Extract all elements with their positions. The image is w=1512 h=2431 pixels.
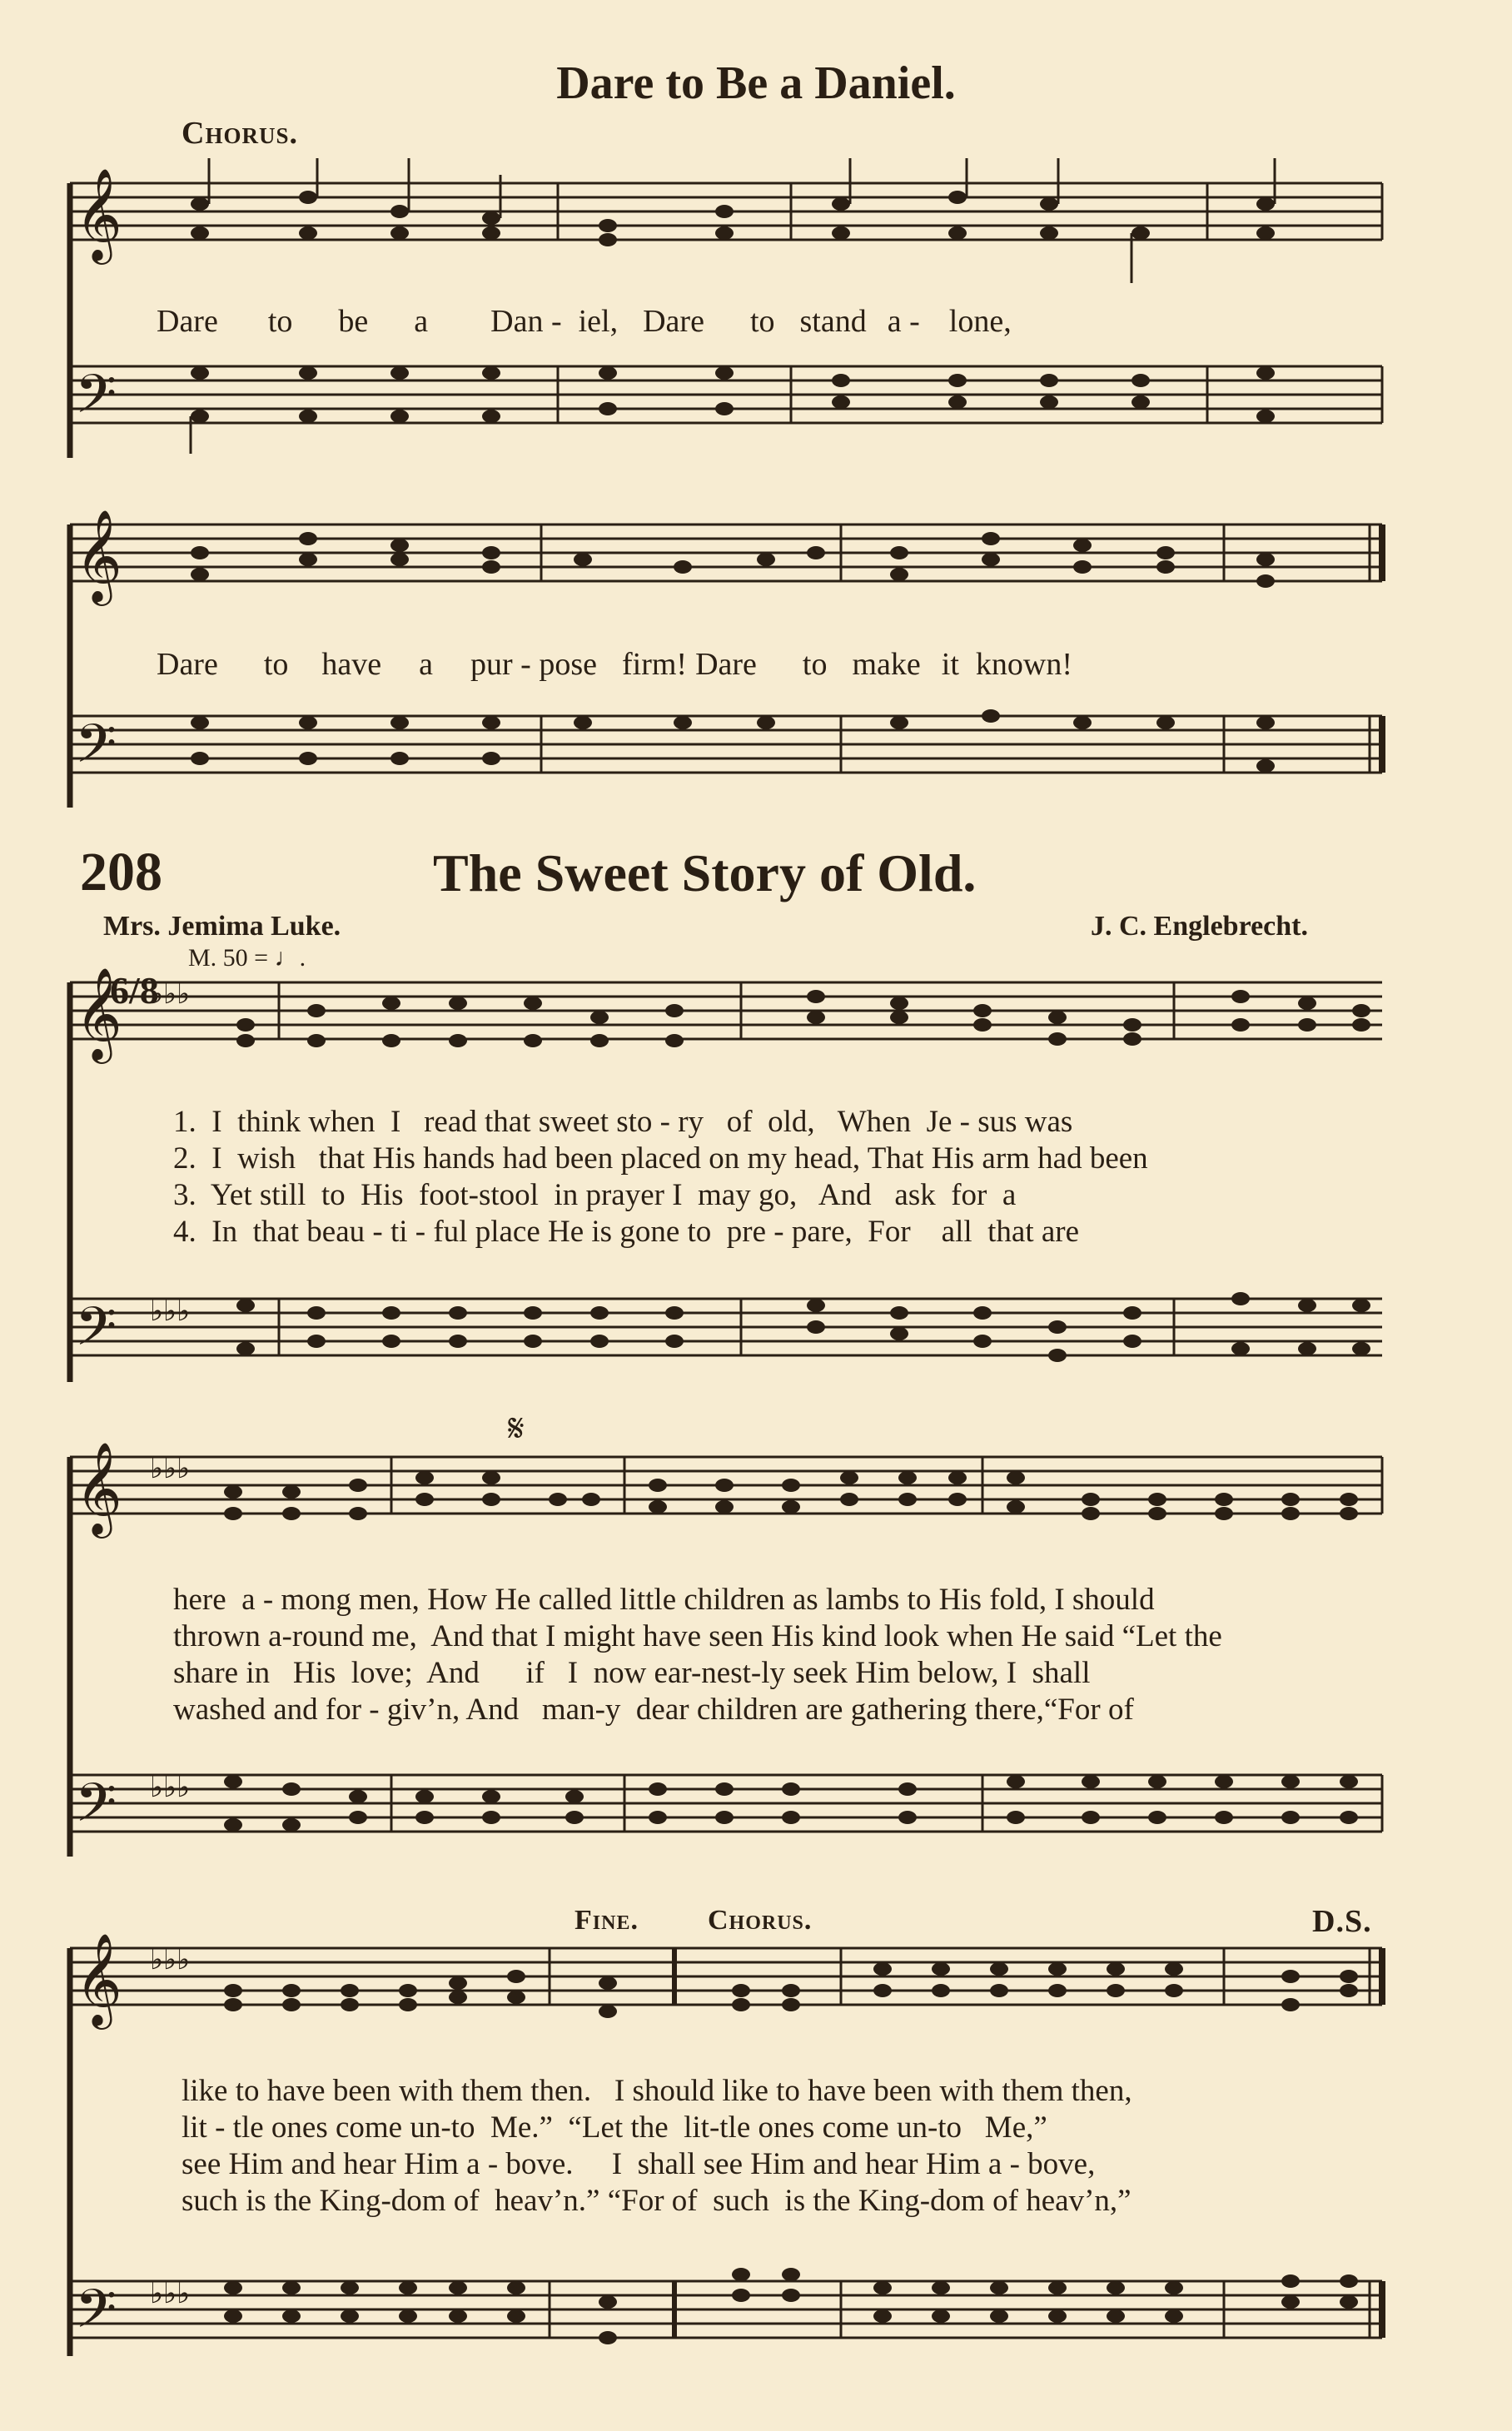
verse-1-line-2: here a - mong men, How He called little children as lambs to His fold, I should	[173, 1583, 1155, 1617]
svg-text:𝄞: 𝄞	[75, 167, 122, 261]
svg-text:♭♭♭: ♭♭♭	[150, 1295, 191, 1328]
svg-text:𝄞: 𝄞	[75, 1932, 122, 2026]
svg-text:𝄢: 𝄢	[75, 713, 117, 788]
verse-2-line-3: lit - tle ones come un-to Me.” “Let the lit-tle ones come un-to Me,”	[182, 2110, 1047, 2145]
time-signature: 6/8	[110, 969, 159, 1012]
svg-text:♭♭♭: ♭♭♭	[150, 1943, 191, 1976]
svg-text:♭♭♭: ♭♭♭	[150, 1771, 191, 1804]
verse-3-line-3: see Him and hear Him a - bove. I shall see Him and hear Him a - bove,	[182, 2147, 1096, 2181]
hymn-composer: J. C. Englebrecht.	[1091, 911, 1308, 942]
svg-text:𝄢: 𝄢	[75, 1772, 117, 1847]
chorus-marker: Chorus.	[708, 1905, 813, 1936]
hymn-number: 208	[80, 842, 162, 902]
verse-4-line-3: such is the King-dom of heav’n.” “For of such is the King-dom of heav’n,”	[182, 2184, 1132, 2218]
chorus-label: Chorus.	[182, 116, 298, 151]
verse-1-line-3: like to have been with them then. I should like to have been with them then,	[182, 2074, 1132, 2108]
verse-3-line-1: 3. Yet still to His foot-stool in prayer I may go, And ask for a	[173, 1178, 1017, 1212]
verse-block-1	[173, 1104, 1148, 1250]
svg-text:♭♭♭: ♭♭♭	[150, 2277, 191, 2310]
svg-text:♭♭♭: ♭♭♭	[150, 977, 191, 1011]
hymn-title-dare-to-be-a-daniel: Dare to Be a Daniel.	[556, 57, 956, 109]
hymn-author: Mrs. Jemima Luke.	[103, 911, 341, 942]
svg-text:𝄞: 𝄞	[75, 1441, 122, 1534]
verse-2-line-2: thrown a-round me, And that I might have seen His kind look when He said “Let the	[173, 1619, 1222, 1653]
hymn-title-sweet-story: The Sweet Story of Old.	[433, 843, 977, 902]
lyrics-line-2: Dare to have a pur - pose firm! Dare to make it known!	[157, 647, 1072, 682]
verse-4-line-1: 4. In that beau - ti - ful place He is gone to pre - pare, For all that are	[173, 1215, 1080, 1249]
fine-marker: Fine.	[574, 1905, 639, 1936]
verse-1-line-1: 1. I think when I read that sweet sto - ry of old, When Je - sus was	[173, 1105, 1073, 1139]
verse-4-line-2: washed and for - giv’n, And man-y dear children are gathering there,“For of	[173, 1693, 1134, 1727]
svg-text:𝄢: 𝄢	[75, 364, 117, 439]
svg-text:𝄞: 𝄞	[75, 509, 122, 602]
verse-block-3	[182, 2073, 1132, 2220]
ds-marker: D.S.	[1312, 1904, 1372, 1939]
svg-text:♭♭♭: ♭♭♭	[150, 1452, 191, 1485]
segno-sign: 𝄋	[508, 1405, 525, 1450]
svg-text:𝄞: 𝄞	[75, 967, 122, 1060]
lyrics-line-1: Dare to be a Dan - iel, Dare to stand a - lone,	[157, 304, 1012, 339]
verse-2-line-1: 2. I wish that His hands had been placed on my head, That His arm had been	[173, 1141, 1148, 1176]
svg-text:𝄢: 𝄢	[75, 1296, 117, 1371]
svg-text:𝄢: 𝄢	[75, 2279, 117, 2354]
verse-block-2	[173, 1582, 1222, 1728]
tempo-marking: M. 50 = ♩.	[188, 944, 306, 972]
verse-3-line-2: share in His love; And if I now ear-nest-ly seek Him below, I shall	[173, 1656, 1091, 1690]
